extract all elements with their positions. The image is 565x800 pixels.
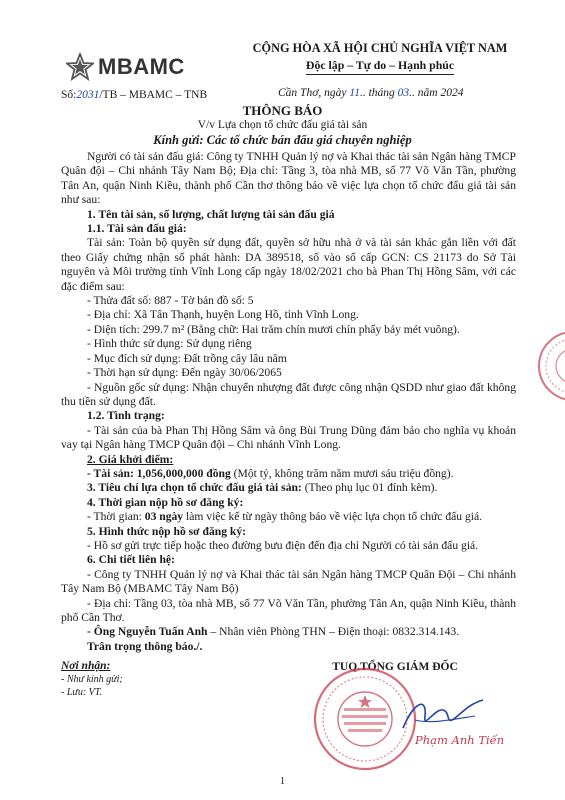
section-6-heading: 6. Chi tiết liên hệ: [87,553,175,567]
recipient-item: - Lưu: VT. [61,687,103,698]
section-3: 3. Tiêu chí lựa chọn tổ chức đấu giá tài sản: (Theo phụ lục 01 đính kèm). [87,481,438,495]
document-subtitle: V/v Lựa chọn tổ chức đấu giá tài sản [197,119,368,131]
section-2-heading: 2. Giá khởi điểm: [87,452,174,466]
mbamc-logo [66,50,196,84]
nation-motto: Độc lập – Tự do – Hạnh phúc [306,58,454,75]
date-month: 03 [397,87,410,99]
contact-company: - Công ty TNHH Quản lý nợ và Khai thác tài sản Ngân hàng TMCP Quân Đội – Chi nhánh Tây Nam Bộ (MBAMC Tây Nam Bộ) [61,567,516,596]
recipient-line: Kính gửi: Các tổ chức bán đấu giá chuyên nghiệp [153,133,412,147]
address-info: - Địa chỉ: Xã Tân Thạnh, huyện Long Hồ, tỉnh Vĩnh Long. [87,308,359,322]
section-5-heading: 5. Hình thức nộp hồ sơ đăng ký: [87,524,246,538]
page-edge-seal-icon [535,328,565,404]
usage-term: - Thời hạn sử dụng: Đến ngày 30/06/2065 [87,366,282,380]
recipients-heading: Nơi nhận: [61,660,111,672]
document-body [61,150,516,654]
date-day: 11 [349,87,360,99]
signatory-title: TUQ.TỔNG GIÁM ĐỐC [332,661,458,673]
date-line: Cần Thơ, ngày 11.. tháng 03.. năm 2024 [278,87,464,99]
section-1-2-heading: 1.2. Tình trạng: [87,409,165,423]
page-number: 1 [279,776,286,787]
area-info: - Diện tích: 299.7 m² (Bằng chữ: Hai trăm chín mươi chín phẩy bảy mét vuông). [87,322,460,336]
section-1-1-heading: 1.1. Tài sản đấu giá: [87,222,187,236]
usage-origin: - Nguồn gốc sử dụng: Nhận chuyển nhượng đất được công nhận QSDD như giao đất không thu tiền sử dụng đất. [61,380,516,408]
starting-price: - Tài sản: 1,056,000,000 đồng (Một tỷ, không trăm năm mươi sáu triệu đồng). [87,466,454,480]
logo-text: MBAMC [98,54,185,79]
submission-method: - Hồ sơ gửi trực tiếp hoặc theo đường bưu điện đến địa chỉ Người có tài sản đấu giá. [87,538,479,552]
section-3-heading: 3. Tiêu chí lựa chọn tổ chức đấu giá tài sản: [87,481,302,495]
usage-form: - Hình thức sử dụng: Sử dụng riêng [87,337,252,351]
intro-paragraph: Người có tài sản đấu giá: Công ty TNHH Quản lý nợ và Khai thác tài sản Ngân hàng TMCP Quân đội – Chi nhánh Tây Nam Bộ; Địa chỉ: Tầng 3, tòa nhà MB, số 77 Võ Văn Tần, phường Tân An, quận Ninh Kiều, thành phố Cần thơ thông báo về việc lựa chọn tổ chức đấu giá tài sản như sau: [61,150,516,207]
parcel-info: - Thửa đất số: 887 - Tờ bản đồ số: 5 [87,294,254,308]
status-text: - Tài sản của bà Phan Thị Hồng Sâm và ông Bùi Trung Dũng đảm bảo cho nghĩa vụ khoản vay tại Ngân hàng TMCP Quân đội – Chi nhánh Vĩnh Long. [61,423,516,452]
nation-name: CỘNG HÒA XÃ HỘI CHỦ NGHĨA VIỆT NAM [252,41,508,55]
document-number: Số:2031/TB – MBAMC – TNB [61,89,208,101]
submission-time: - Thời gian: 03 ngày làm việc kể từ ngày thông báo về việc lựa chọn tổ chức đấu giá. [87,510,483,524]
recipient-item: - Như kính gửi; [61,674,123,685]
section-1-heading: 1. Tên tài sản, số lượng, chất lượng tài sản đấu giá [87,207,335,221]
closing-line: Trân trọng thông báo./. [87,639,203,653]
star-icon [66,53,94,81]
contact-person: - Ông Nguyễn Tuấn Anh – Nhân viên Phòng THN – Điện thoại: 0832.314.143. [87,625,460,639]
contact-address: - Địa chỉ: Tầng 03, tòa nhà MB, số 77 Võ Văn Tần, phường Tân An, quận Ninh Kiều, thành phố Cần Thơ. [61,596,516,624]
doc-number-handwritten: 2031 [76,89,100,101]
recipients-list [61,660,123,699]
national-header [245,41,515,75]
asset-description: Tài sản: Toàn bộ quyền sử dụng đất, quyền sở hữu nhà ở và tài sản khác gắn liền với đất theo Giấy chứng nhận số phát hành: DA 389518, số vào sổ cấp GCN: CS 21173 do Sở Tài nguyên và Môi trường tỉnh Vĩnh Long cấp ngày 18/02/2021 cho bà Phan Thị Hồng Sâm, với các đặc điểm sau: [61,236,516,293]
signer-name: Phạm Anh Tiến [415,733,505,747]
usage-purpose: - Mục đích sử dụng: Đất trồng cây lâu năm [87,351,287,365]
document-title: THÔNG BÁO [242,103,323,118]
section-4-heading: 4. Thời gian nộp hồ sơ đăng ký: [87,495,244,509]
